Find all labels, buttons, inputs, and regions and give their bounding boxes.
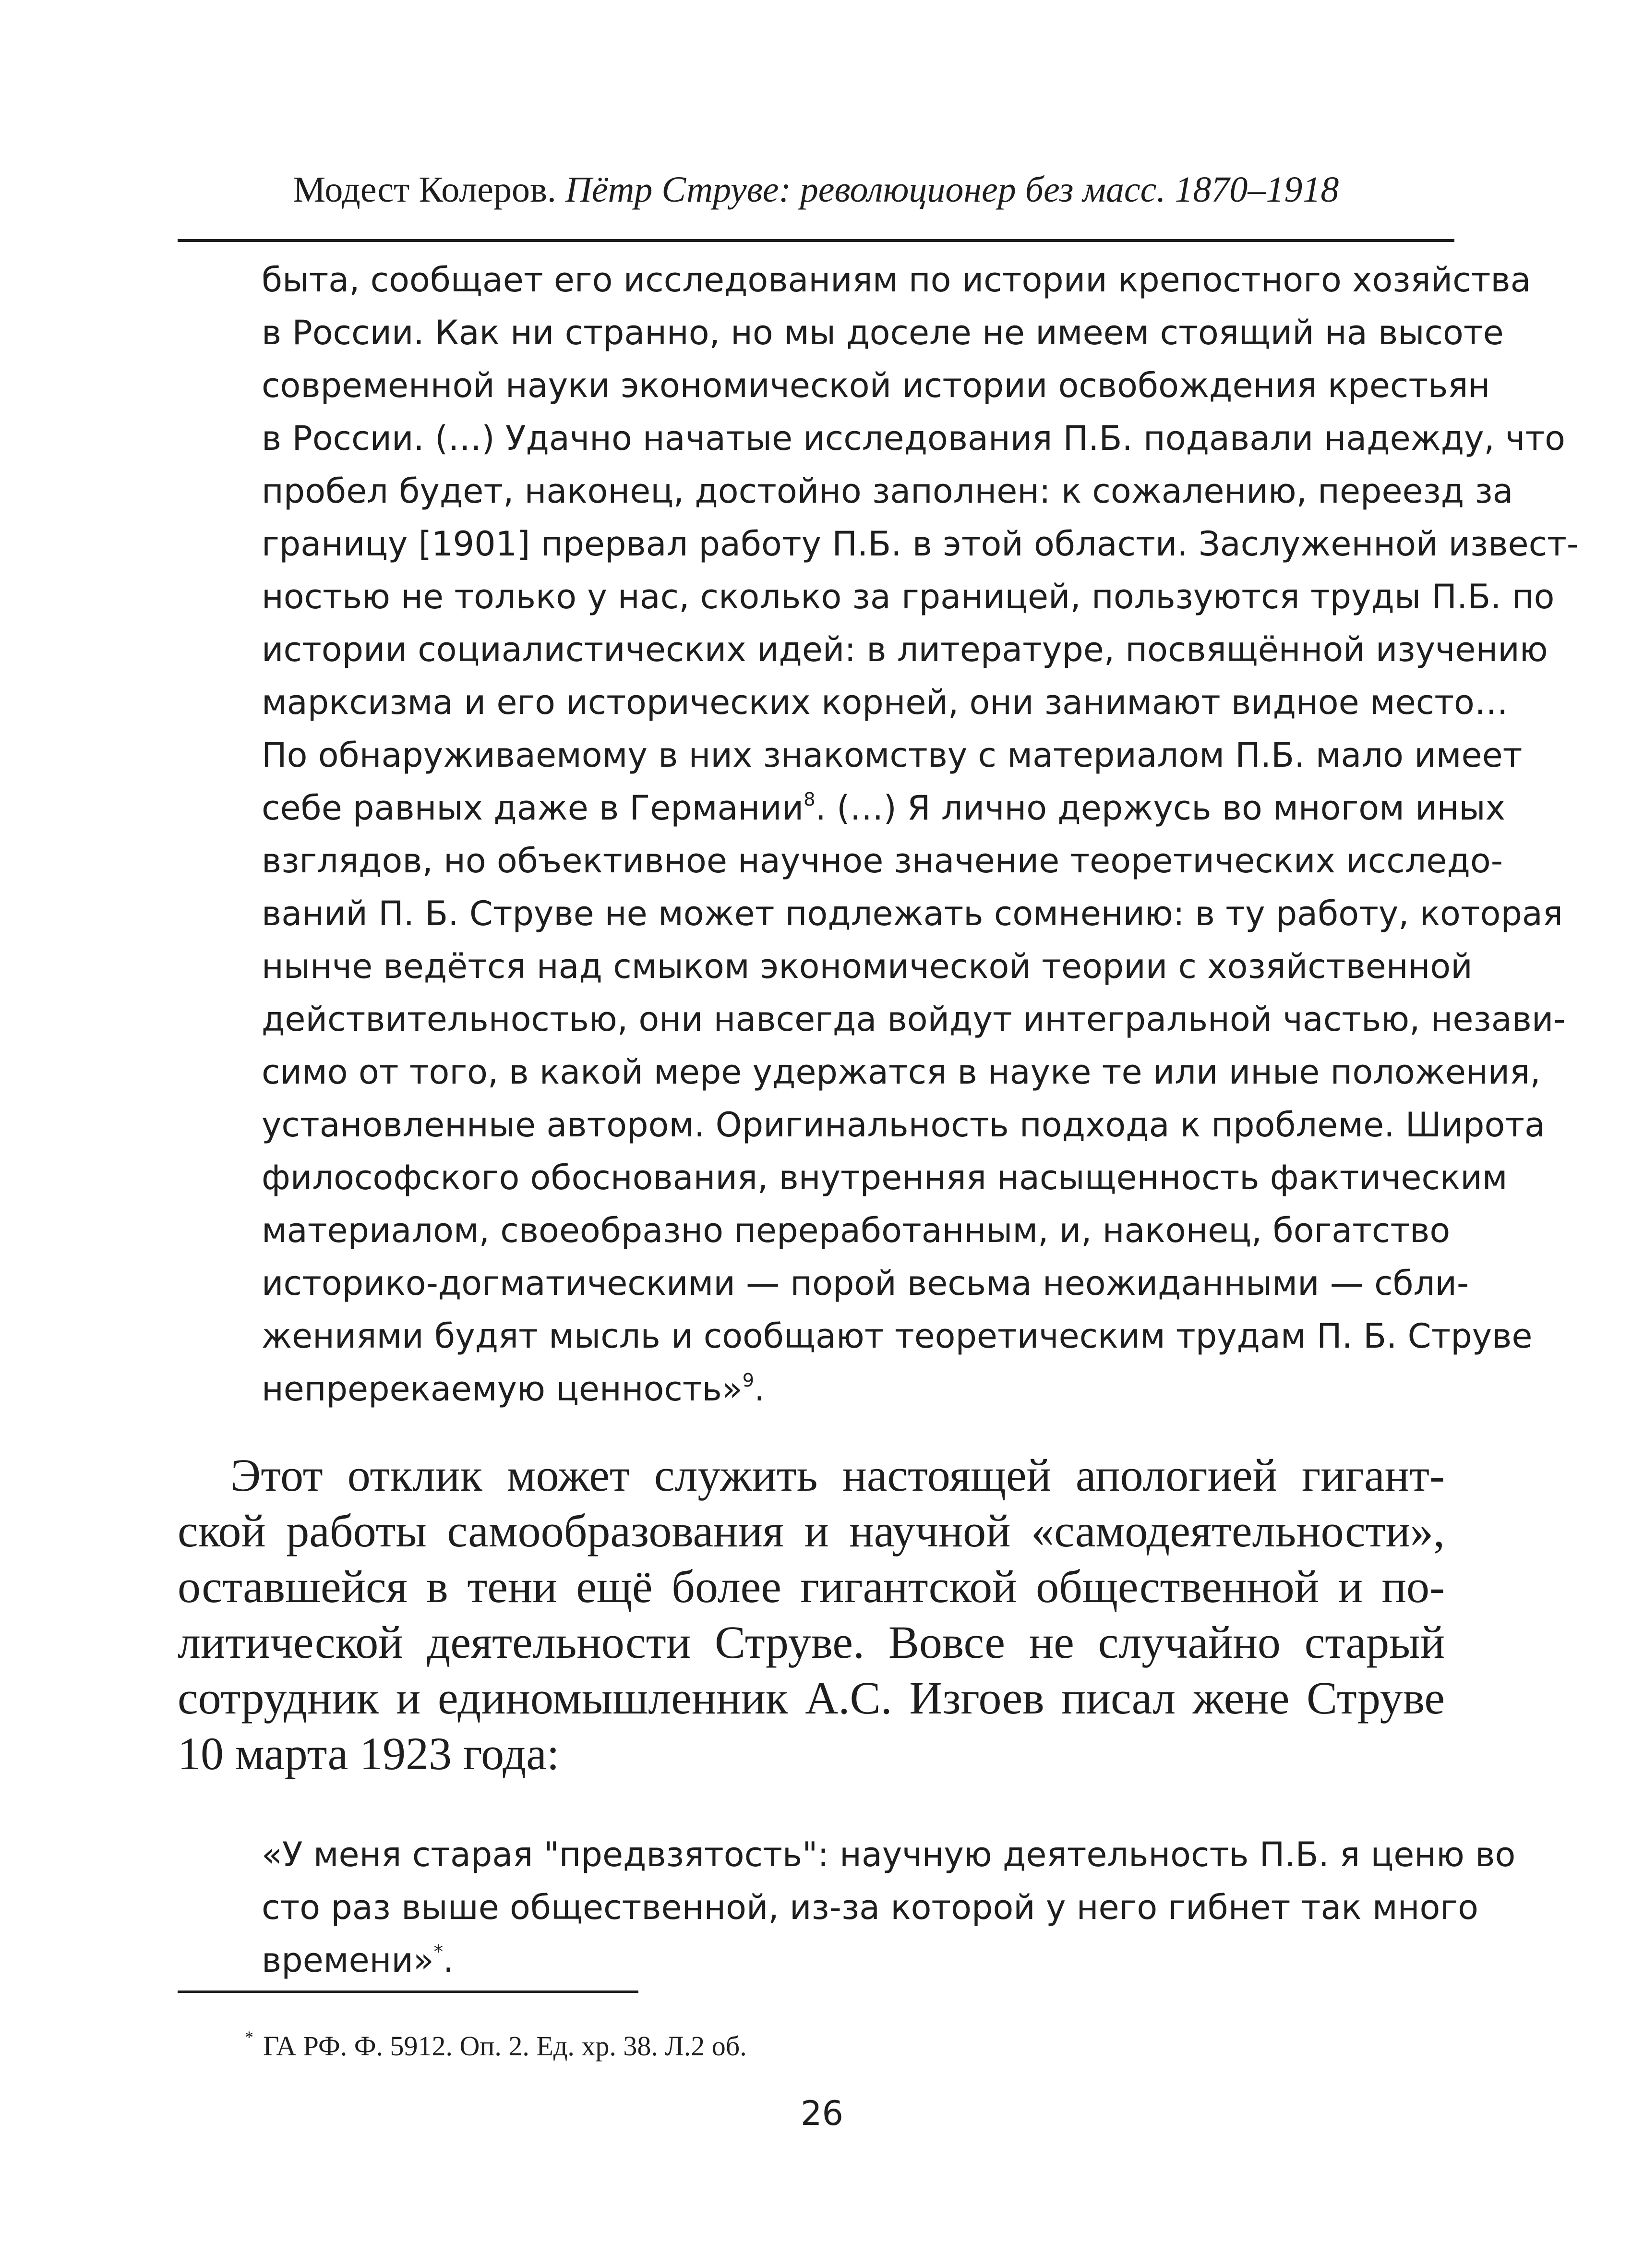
quote-line: философского обоснования, внутренняя насыщенность фактическим	[262, 1158, 1508, 1197]
footnote	[245, 2018, 747, 2065]
quote-line-end: непререкаемую ценность»	[262, 1369, 743, 1409]
quote-line: жениями будят мысль и сообщают теоретическим трудам П. Б. Струве	[262, 1316, 1533, 1356]
paragraph-line: литической деятельности Струве. Вовсе не случайно старый	[178, 1617, 1445, 1668]
paragraph-line: оставшейся в тени ещё более гигантской общественной и по-	[178, 1561, 1445, 1612]
quote-line-start: себе равных даже в Германии	[262, 788, 804, 828]
quote-line: истории социалистических идей: в литературе, посвящённой изучению	[262, 630, 1548, 669]
footnote-ref-9: 9	[742, 1370, 755, 1392]
quote2-line: сто раз выше общественной, из-за которой у него гибнет так много	[262, 1888, 1478, 1927]
quote2-line: «У меня старая "предвзятость": научную деятельность П.Б. я ценю во	[262, 1835, 1516, 1874]
quote-line-final	[262, 1363, 1442, 1415]
quote-line: нынче ведётся над смыком экономической теории с хозяйственной	[262, 947, 1473, 986]
footnote-ref-8: 8	[804, 789, 816, 811]
quote-end-period: .	[754, 1369, 765, 1409]
running-header	[178, 166, 1454, 214]
quote-line: ваний П. Б. Струве не может подлежать сомнению: в ту работу, которая	[262, 894, 1563, 933]
footnote-text: ГА РФ. Ф. 5912. Оп. 2. Ед. хр. 38. Л.2 об.	[263, 2030, 747, 2062]
quote-line: быта, сообщает его исследованиям по истории крепостного хозяйства	[262, 260, 1531, 300]
quote-line: в России. Как ни странно, но мы доселе не имеем стоящий на высоте	[262, 313, 1504, 352]
footnote-ref-star: *	[433, 1941, 443, 1963]
quote-line: взглядов, но объективное научное значение теоретических исследо-	[262, 841, 1503, 881]
quote-line: материалом, своеобразно переработанным, и, наконец, богатство	[262, 1211, 1451, 1250]
quote-line: симо от того, в какой мере удержатся в науке те или иные положения,	[262, 1052, 1541, 1092]
quote-line: границу [1901] прервал работу П.Б. в этой области. Заслуженной извест-	[262, 524, 1579, 564]
paragraph-line: сотрудник и единомышленник А.С. Изгоев писал жене Струве	[178, 1672, 1445, 1724]
quote-line-rest: . (…) Я лично держусь во многом иных	[815, 788, 1506, 828]
block-quote-review	[262, 253, 1579, 1415]
quote2-end-period: .	[443, 1941, 454, 1980]
page-number: 26	[800, 2094, 844, 2133]
header-rule	[178, 239, 1454, 242]
quote-line: пробел будет, наконец, достойно заполнен: к сожалению, переезд за	[262, 471, 1513, 511]
quote-line: установленные автором. Оригинальность подхода к проблеме. Широта	[262, 1105, 1545, 1145]
quote-line: действительностью, они навсегда войдут интегральной частью, незави-	[262, 1000, 1566, 1039]
quote-line-with-ref	[262, 782, 1506, 834]
quote2-line-end: времени»	[262, 1941, 434, 1980]
quote-line: По обнаруживаемому в них знакомству с материалом П.Б. мало имеет	[262, 736, 1523, 775]
quote2-line-final	[262, 1934, 1442, 1987]
paragraph-line: ской работы самообразования и научной «самодеятельности»,	[178, 1505, 1445, 1556]
footnote-rule	[178, 1991, 638, 1993]
header-book-title: Пётр Струве: революционер без масс. 1870–1918	[565, 169, 1339, 210]
quote-line: историко-догматическими — порой весьма неожиданными — сбли-	[262, 1264, 1469, 1303]
quote-line: ностью не только у нас, сколько за границей, пользуются труды П.Б. по	[262, 577, 1555, 616]
header-author: Модест Колеров.	[293, 169, 556, 210]
main-paragraph	[178, 1448, 1445, 1782]
quote-line: в России. (…) Удачно начатые исследования П.Б. подавали надежду, что	[262, 419, 1565, 458]
paragraph-line: Этот отклик может служить настоящей апологией гигант-	[230, 1449, 1445, 1501]
quote-line: марксизма и его исторических корней, они занимают видное место…	[262, 683, 1508, 722]
quote-line: современной науки экономической истории освобождения крестьян	[262, 366, 1490, 405]
footnote-mark: *	[245, 2027, 253, 2047]
block-quote-izgoev	[262, 1828, 1516, 1987]
paragraph-line: 10 марта 1923 года:	[178, 1728, 560, 1779]
